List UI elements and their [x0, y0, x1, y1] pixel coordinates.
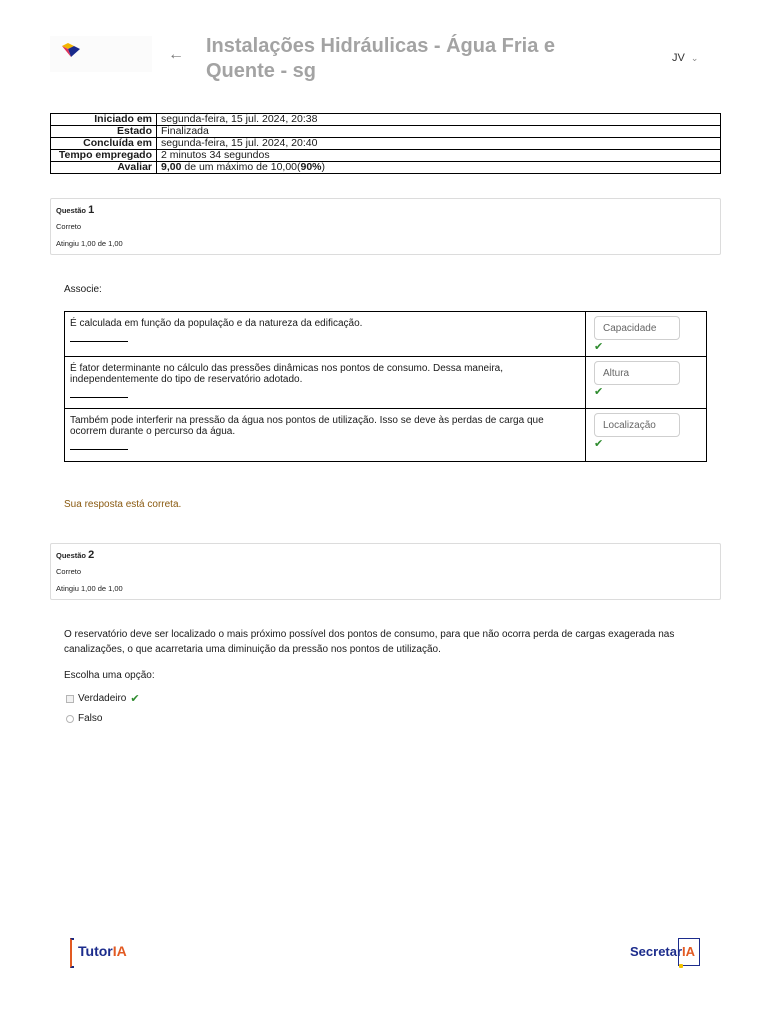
- answer-select[interactable]: Altura: [594, 361, 680, 385]
- question-1-info: [50, 198, 721, 255]
- matching-statement: Também pode interferir na pressão da água nos pontos de utilização. Isso se deve às perdas de carga que ocorrem durante o percurso da água.: [65, 409, 586, 462]
- grade-close: ): [321, 161, 326, 173]
- summary-label: Estado: [51, 126, 157, 138]
- correct-check-icon: ✔: [130, 693, 140, 705]
- matching-row: [65, 312, 707, 357]
- matching-row: [65, 409, 707, 462]
- option-radio[interactable]: [66, 715, 74, 723]
- correct-check-icon: ✔: [594, 386, 604, 398]
- answer-blank: [70, 449, 128, 450]
- option-false[interactable]: [66, 713, 102, 724]
- question-prompt: Associe:: [64, 284, 102, 295]
- question-state: Correto: [56, 222, 82, 231]
- summary-value: 2 minutos 34 segundos: [157, 150, 721, 162]
- matching-statement: É fator determinante no cálculo das pressões dinâmicas nos pontos de consumo. Dessa maneira, independentemente do tipo de reservatório adotado.: [65, 357, 586, 409]
- bracket-icon: [70, 938, 74, 968]
- summary-row: [51, 162, 721, 174]
- answer-select[interactable]: Capacidade: [594, 316, 680, 340]
- summary-row: [51, 114, 721, 126]
- summary-label: Iniciado em: [51, 114, 157, 126]
- summary-value: Finalizada: [157, 126, 721, 138]
- user-menu[interactable]: [672, 52, 698, 64]
- option-radio-checked[interactable]: [66, 695, 74, 703]
- site-logo[interactable]: [50, 36, 152, 72]
- page-title: Instalações Hidráulicas - Água Fria e Quente - sg: [206, 35, 556, 82]
- question-state: Correto: [56, 567, 82, 576]
- summary-row: [51, 150, 721, 162]
- logo-icon: [60, 42, 82, 58]
- frame-icon: [678, 938, 700, 966]
- matching-row: [65, 357, 707, 409]
- question-grade: Atingiu 1,00 de 1,00: [56, 584, 123, 593]
- answer-blank: [70, 341, 128, 342]
- answer-feedback: Sua resposta está correta.: [64, 499, 182, 510]
- option-label: Falso: [78, 713, 103, 724]
- question-number: Questão 2: [56, 549, 95, 561]
- summary-row: [51, 126, 721, 138]
- summary-value: segunda-feira, 15 jul. 2024, 20:40: [157, 138, 721, 150]
- grade-percent: 90%: [300, 161, 322, 173]
- question-text: O reservatório deve ser localizado o mais próximo possível dos pontos de consumo, para que não ocorra perda de cargas exagerada nas canalizações, o que acarretaria uma diminuição da pressão nos pontos de utilização.: [64, 629, 675, 655]
- summary-grade-value: [157, 162, 721, 174]
- answer-select[interactable]: Localização: [594, 413, 680, 437]
- summary-value: segunda-feira, 15 jul. 2024, 20:38: [157, 114, 721, 126]
- option-label: Verdadeiro: [78, 693, 127, 704]
- correct-check-icon: ✔: [594, 438, 604, 450]
- summary-row: [51, 138, 721, 150]
- user-initials: JV: [672, 52, 685, 64]
- choose-option-label: Escolha uma opção:: [64, 670, 155, 681]
- answer-blank: [70, 397, 128, 398]
- dot-icon: [679, 964, 683, 968]
- matching-statement: É calculada em função da população e da natureza da edificação.: [65, 312, 586, 357]
- summary-label: Tempo empregado: [51, 150, 157, 162]
- attempt-summary-table: [50, 113, 721, 174]
- grade-score: 9,00: [161, 161, 182, 173]
- matching-table: [64, 311, 707, 462]
- question-number: Questão 1: [56, 204, 95, 216]
- question-grade: Atingiu 1,00 de 1,00: [56, 239, 123, 248]
- chevron-down-icon: ⌄: [690, 53, 699, 63]
- grade-max: de um máximo de 10,00(: [181, 161, 301, 173]
- question-2-info: [50, 543, 721, 600]
- summary-label: Concluída em: [51, 138, 157, 150]
- back-arrow-icon[interactable]: ←: [168, 46, 184, 63]
- option-true[interactable]: [66, 692, 140, 705]
- correct-check-icon: ✔: [594, 341, 604, 353]
- summary-label: Avaliar: [51, 162, 157, 174]
